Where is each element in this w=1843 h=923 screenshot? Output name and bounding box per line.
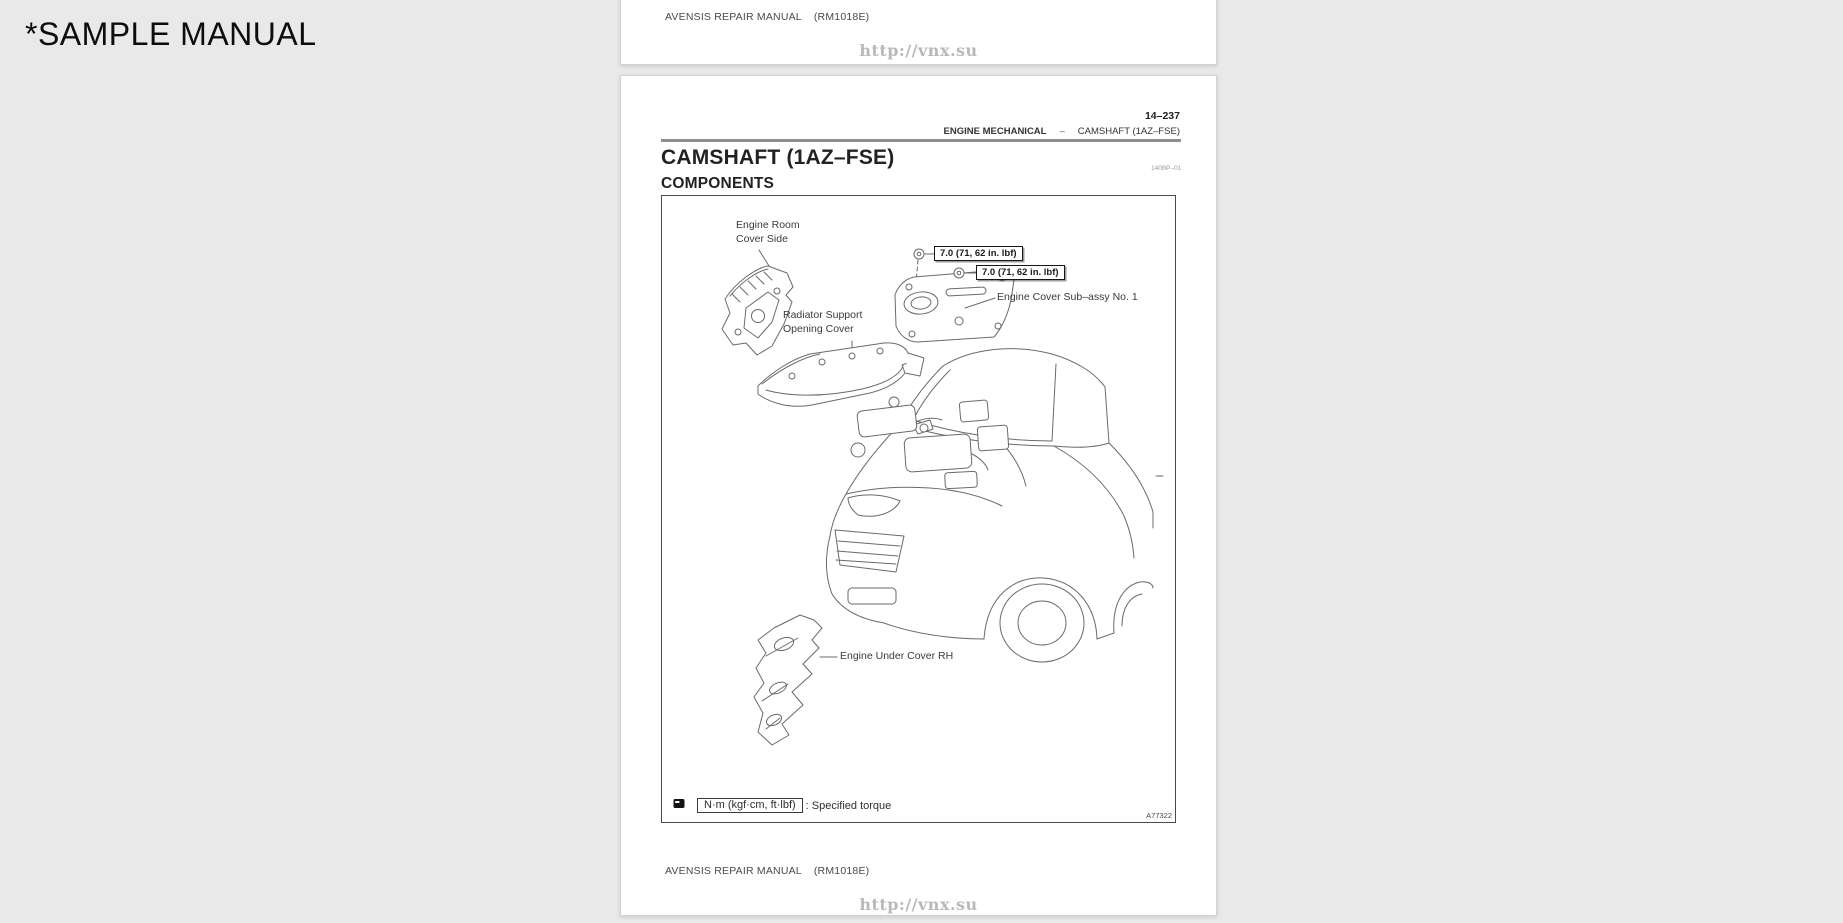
manual-code-text: (RM1018E) bbox=[813, 11, 870, 23]
legend-description: : Specified torque bbox=[805, 799, 892, 812]
running-head-separator: – bbox=[1059, 126, 1065, 137]
components-diagram bbox=[661, 195, 1176, 823]
bolt-icon bbox=[954, 268, 964, 278]
engine-room-cover-side-drawing bbox=[722, 250, 793, 355]
car-drawing bbox=[826, 349, 1163, 662]
label-engine-cover-subassy bbox=[997, 291, 1138, 305]
components-line-art bbox=[662, 196, 1175, 822]
running-head-topic: CAMSHAFT (1AZ–FSE) bbox=[1077, 126, 1180, 137]
manual-title-text: AVENSIS REPAIR MANUAL bbox=[665, 11, 802, 23]
sample-manual-label: *SAMPLE MANUAL bbox=[25, 16, 317, 52]
torque-legend bbox=[673, 798, 891, 813]
label-line: Engine Under Cover RH bbox=[840, 650, 954, 662]
site-watermark: http://vnx.su bbox=[859, 41, 978, 60]
page-number: 14–237 bbox=[1144, 110, 1180, 122]
running-head bbox=[944, 126, 1180, 137]
page-title: CAMSHAFT (1AZ–FSE) bbox=[661, 146, 895, 169]
label-line: Engine Cover Sub–assy No. 1 bbox=[997, 291, 1138, 303]
engine-under-cover-rh-drawing bbox=[754, 615, 837, 745]
manual-code-text: (RM1018E) bbox=[813, 865, 870, 877]
doc-code: 140BP–01 bbox=[1151, 165, 1182, 172]
site-watermark: http://vnx.su bbox=[859, 895, 978, 914]
label-engine-room-cover-side bbox=[736, 219, 800, 247]
label-engine-under-cover-rh bbox=[840, 650, 953, 664]
torque-spec-tag: 7.0 (71, 62 in. lbf) bbox=[976, 265, 1065, 280]
manual-title-text: AVENSIS REPAIR MANUAL bbox=[665, 865, 802, 877]
previous-page bbox=[620, 0, 1217, 65]
legend-unit-box: N·m (kgf·cm, ft·lbf) bbox=[697, 798, 803, 813]
previous-page-header bbox=[665, 11, 869, 23]
header-rule bbox=[661, 139, 1181, 142]
running-head-section: ENGINE MECHANICAL bbox=[943, 126, 1047, 137]
label-line: Radiator Support bbox=[783, 309, 863, 321]
label-line: Opening Cover bbox=[783, 322, 854, 335]
manual-page bbox=[620, 75, 1217, 916]
label-line: Engine Room bbox=[736, 219, 800, 231]
page-subtitle: COMPONENTS bbox=[661, 175, 775, 192]
radiator-support-opening-cover-drawing bbox=[758, 341, 924, 406]
figure-code: A77322 bbox=[1146, 811, 1172, 820]
bolt-icon bbox=[914, 249, 924, 259]
label-radiator-support-opening-cover bbox=[783, 309, 862, 337]
page-footer bbox=[665, 865, 869, 877]
torque-spec-tag: 7.0 (71, 62 in. lbf) bbox=[934, 246, 1023, 261]
label-line: Cover Side bbox=[736, 232, 788, 245]
